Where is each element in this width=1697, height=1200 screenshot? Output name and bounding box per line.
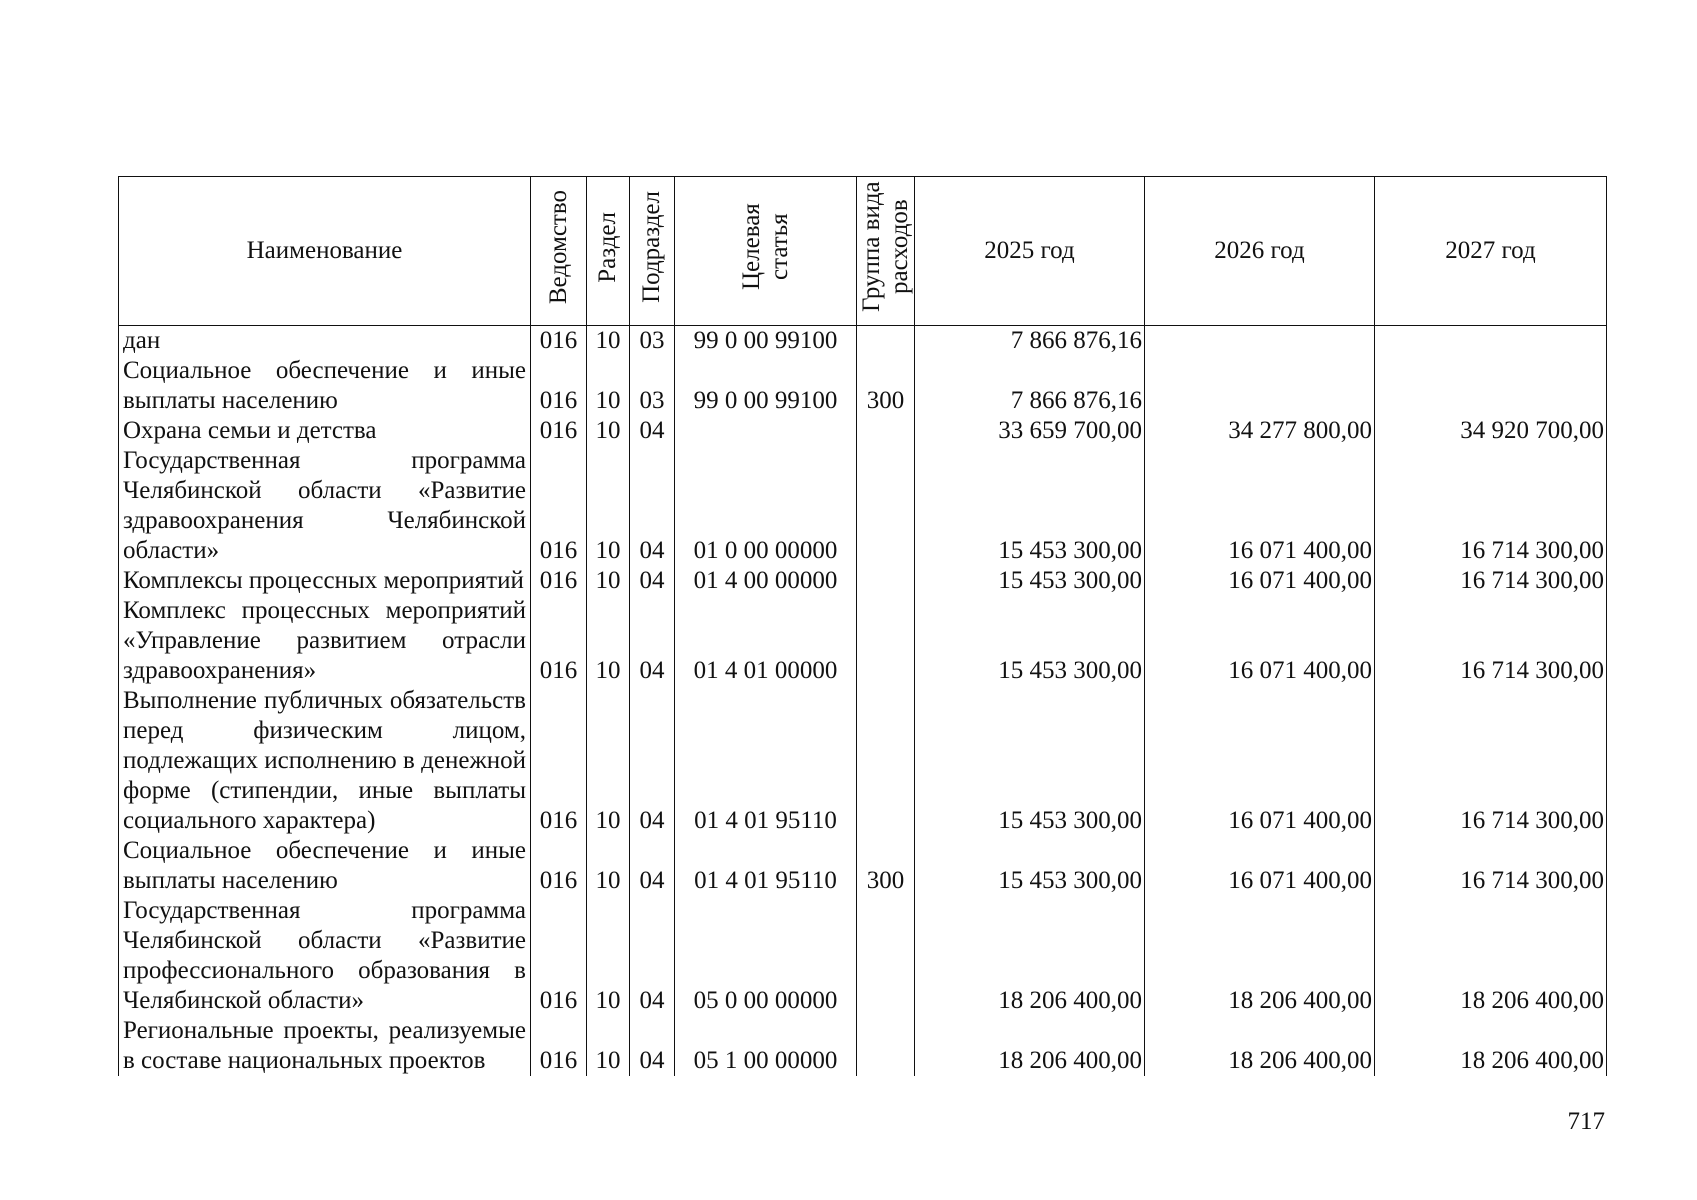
cell-2025: 18 206 400,00	[915, 1016, 1145, 1076]
cell-subsection: 04	[630, 596, 675, 686]
cell-2026: 16 071 400,00	[1145, 566, 1375, 596]
cell-subsection: 04	[630, 446, 675, 566]
cell-section: 10	[587, 566, 630, 596]
cell-2025: 15 453 300,00	[915, 446, 1145, 566]
cell-name: Государственная программа Челябинской области «Развитие профессионального образования в Челябинской области»	[119, 896, 531, 1016]
cell-section: 10	[587, 596, 630, 686]
cell-subsection: 04	[630, 686, 675, 836]
cell-name: Государственная программа Челябинской области «Развитие здравоохранения Челябинской области»	[119, 446, 531, 566]
cell-dept: 016	[531, 416, 587, 446]
cell-group: 300	[857, 836, 915, 896]
cell-section: 10	[587, 836, 630, 896]
cell-2025: 15 453 300,00	[915, 836, 1145, 896]
cell-section: 10	[587, 356, 630, 416]
table-row	[119, 596, 1607, 686]
header-group	[857, 177, 915, 326]
cell-target: 01 4 01 95110	[675, 836, 857, 896]
cell-name: Социальное обеспечение и иные выплаты населению	[119, 356, 531, 416]
cell-2027	[1375, 326, 1607, 357]
cell-2026	[1145, 326, 1375, 357]
table-body	[119, 326, 1607, 1077]
cell-group	[857, 686, 915, 836]
table-row	[119, 566, 1607, 596]
table-row	[119, 446, 1607, 566]
page-number: 717	[1567, 1108, 1605, 1135]
cell-group	[857, 896, 915, 1016]
cell-2027: 16 714 300,00	[1375, 446, 1607, 566]
cell-name: Региональные проекты, реализуемые в составе национальных проектов	[119, 1016, 531, 1076]
cell-2025: 15 453 300,00	[915, 566, 1145, 596]
cell-name: Выполнение публичных обязательств перед физическим лицом, подлежащих исполнению в денежной форме (стипендии, иные выплаты социального характера)	[119, 686, 531, 836]
header-dept	[531, 177, 587, 326]
cell-group	[857, 416, 915, 446]
header-2027: 2027 год	[1375, 177, 1607, 326]
cell-section: 10	[587, 416, 630, 446]
cell-2026	[1145, 356, 1375, 416]
table-row	[119, 896, 1607, 1016]
cell-2027: 16 714 300,00	[1375, 566, 1607, 596]
header-subsection-label: Подраздел	[638, 191, 665, 303]
cell-subsection: 04	[630, 566, 675, 596]
cell-2026: 16 071 400,00	[1145, 686, 1375, 836]
cell-2025: 7 866 876,16	[915, 326, 1145, 357]
cell-2026: 34 277 800,00	[1145, 416, 1375, 446]
cell-2025: 33 659 700,00	[915, 416, 1145, 446]
cell-2025: 15 453 300,00	[915, 686, 1145, 836]
header-group-label: Группа вида расходов	[857, 181, 913, 313]
cell-group: 300	[857, 356, 915, 416]
cell-group	[857, 446, 915, 566]
cell-name: дан	[119, 326, 531, 357]
cell-name: Комплексы процессных мероприятий	[119, 566, 531, 596]
header-target-label: Целевая статья	[737, 203, 793, 291]
cell-2027: 16 714 300,00	[1375, 686, 1607, 836]
cell-2027: 18 206 400,00	[1375, 1016, 1607, 1076]
cell-subsection: 04	[630, 896, 675, 1016]
cell-target	[675, 416, 857, 446]
cell-dept: 016	[531, 566, 587, 596]
cell-target: 05 1 00 00000	[675, 1016, 857, 1076]
cell-section: 10	[587, 326, 630, 357]
cell-dept: 016	[531, 896, 587, 1016]
header-target	[675, 177, 857, 326]
cell-dept: 016	[531, 686, 587, 836]
cell-2027: 16 714 300,00	[1375, 596, 1607, 686]
cell-dept: 016	[531, 596, 587, 686]
cell-2027	[1375, 356, 1607, 416]
cell-target: 01 4 00 00000	[675, 566, 857, 596]
cell-subsection: 03	[630, 356, 675, 416]
cell-group	[857, 596, 915, 686]
cell-group	[857, 1016, 915, 1076]
table-row	[119, 836, 1607, 896]
cell-2026: 16 071 400,00	[1145, 596, 1375, 686]
header-subsection	[630, 177, 675, 326]
cell-2026: 16 071 400,00	[1145, 446, 1375, 566]
cell-subsection: 04	[630, 416, 675, 446]
cell-target: 01 4 01 95110	[675, 686, 857, 836]
cell-dept: 016	[531, 446, 587, 566]
header-section	[587, 177, 630, 326]
cell-2026: 18 206 400,00	[1145, 1016, 1375, 1076]
cell-name: Социальное обеспечение и иные выплаты населению	[119, 836, 531, 896]
cell-target: 01 4 01 00000	[675, 596, 857, 686]
cell-2025: 7 866 876,16	[915, 356, 1145, 416]
cell-dept: 016	[531, 1016, 587, 1076]
cell-dept: 016	[531, 836, 587, 896]
header-2025: 2025 год	[915, 177, 1145, 326]
cell-name: Охрана семьи и детства	[119, 416, 531, 446]
budget-table	[118, 176, 1607, 1076]
cell-section: 10	[587, 1016, 630, 1076]
cell-target: 01 0 00 00000	[675, 446, 857, 566]
cell-2027: 16 714 300,00	[1375, 836, 1607, 896]
table-row	[119, 1016, 1607, 1076]
cell-section: 10	[587, 896, 630, 1016]
table-row	[119, 356, 1607, 416]
cell-subsection: 04	[630, 1016, 675, 1076]
cell-2025: 15 453 300,00	[915, 596, 1145, 686]
cell-name: Комплекс процессных мероприятий «Управление развитием отрасли здравоохранения»	[119, 596, 531, 686]
header-2026: 2026 год	[1145, 177, 1375, 326]
header-name: Наименование	[119, 177, 531, 326]
cell-section: 10	[587, 686, 630, 836]
cell-2025: 18 206 400,00	[915, 896, 1145, 1016]
header-section-label: Раздел	[594, 211, 621, 283]
table-header	[119, 177, 1607, 326]
cell-subsection: 03	[630, 326, 675, 357]
cell-target: 99 0 00 99100	[675, 356, 857, 416]
table-row	[119, 326, 1607, 357]
cell-2026: 16 071 400,00	[1145, 836, 1375, 896]
header-dept-label: Ведомство	[544, 189, 572, 305]
cell-dept: 016	[531, 356, 587, 416]
table-row	[119, 686, 1607, 836]
cell-section: 10	[587, 446, 630, 566]
cell-2027: 34 920 700,00	[1375, 416, 1607, 446]
cell-group	[857, 326, 915, 357]
cell-subsection: 04	[630, 836, 675, 896]
cell-2027: 18 206 400,00	[1375, 896, 1607, 1016]
cell-target: 05 0 00 00000	[675, 896, 857, 1016]
cell-dept: 016	[531, 326, 587, 357]
cell-group	[857, 566, 915, 596]
cell-target: 99 0 00 99100	[675, 326, 857, 357]
table-row	[119, 416, 1607, 446]
cell-2026: 18 206 400,00	[1145, 896, 1375, 1016]
